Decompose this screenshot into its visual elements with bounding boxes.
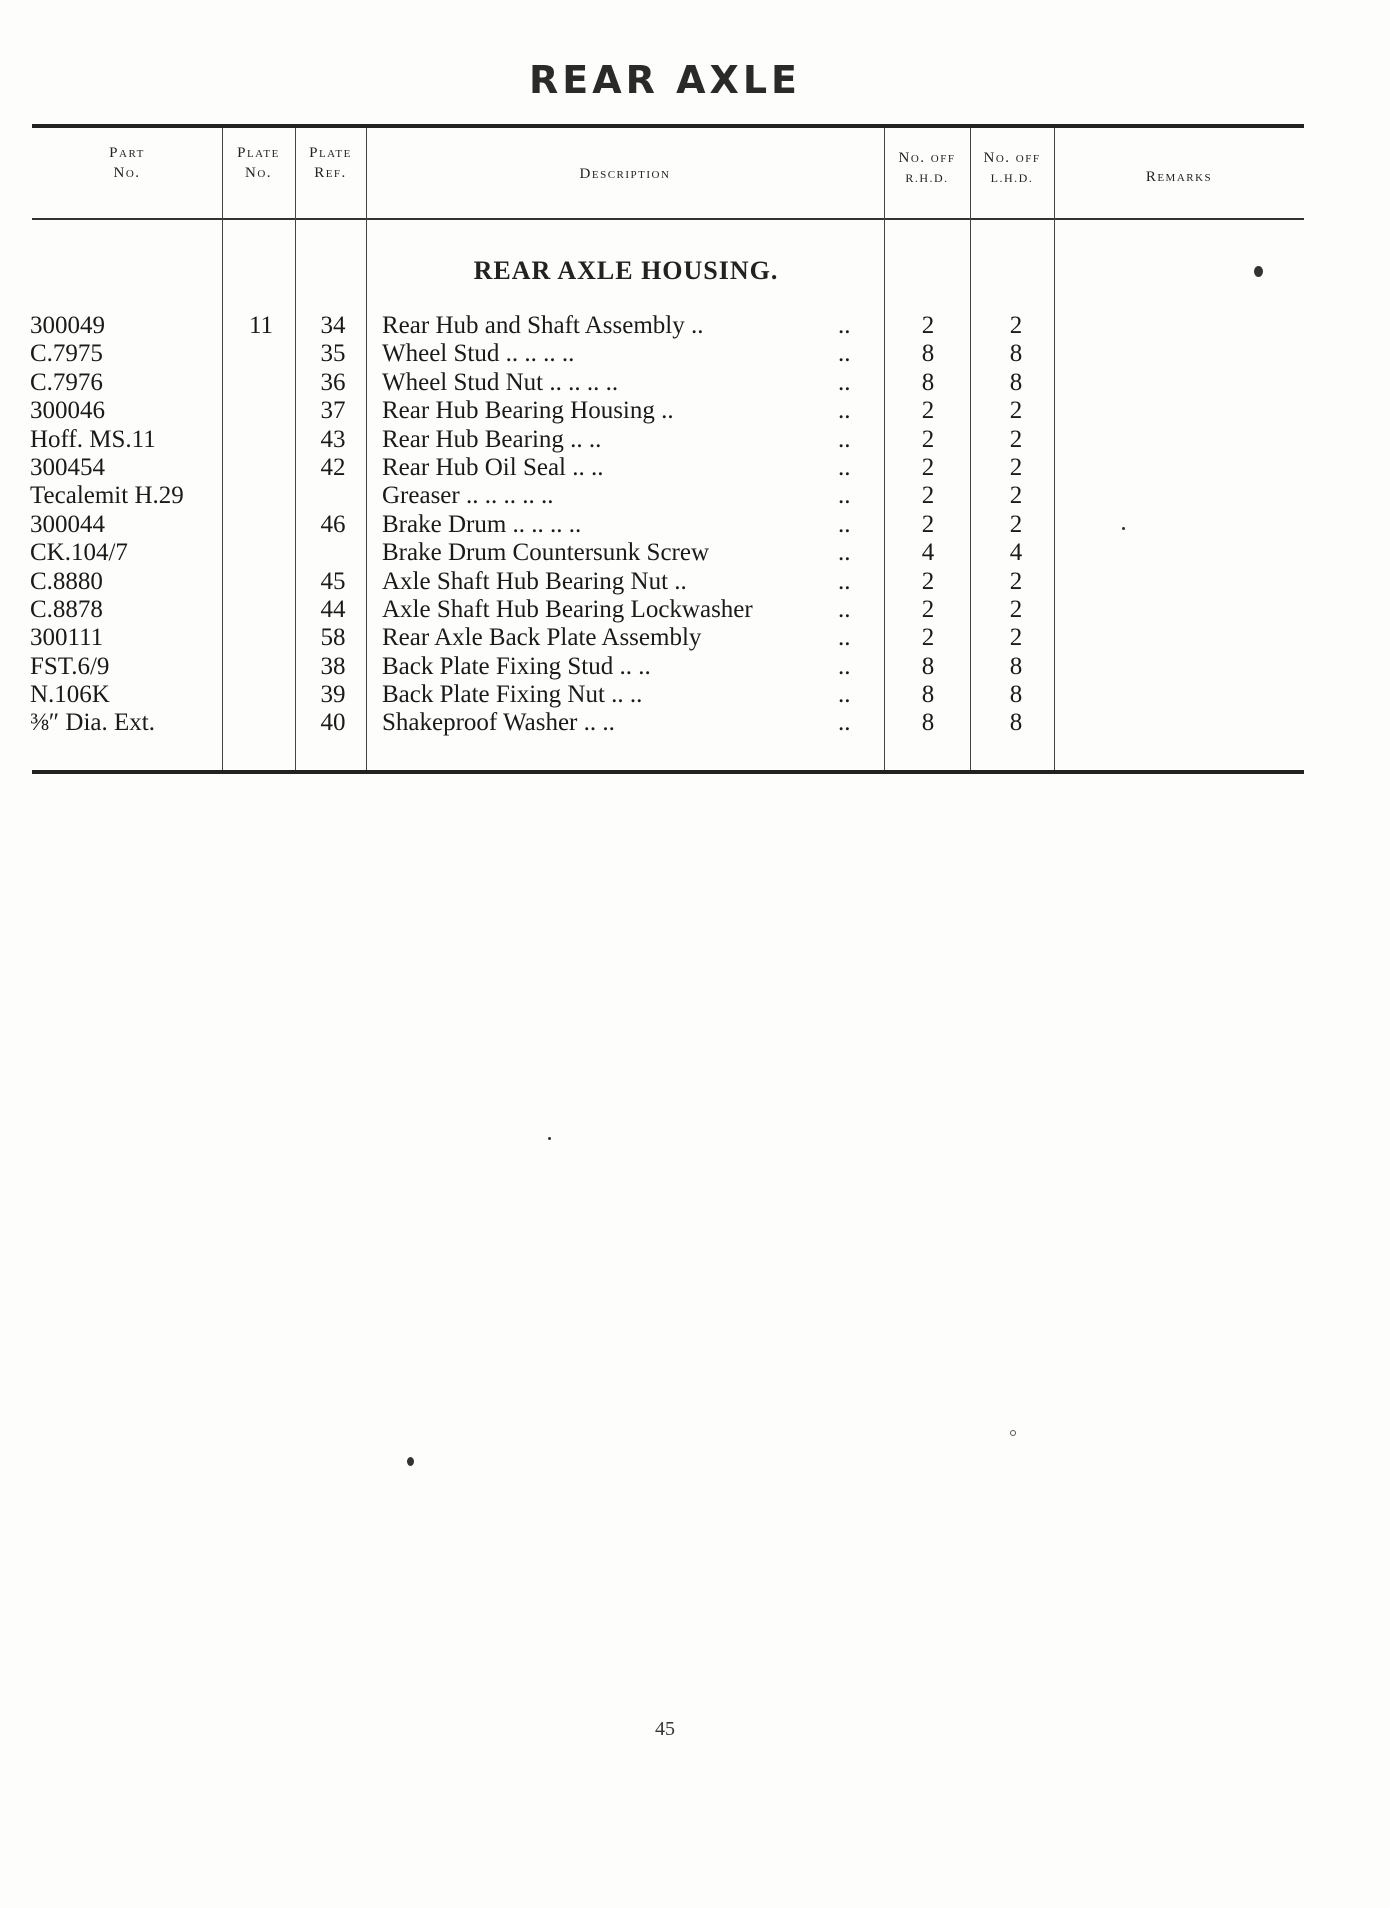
plate-reference: 36 [320,368,346,396]
quantity-rhd: 2 [921,482,935,510]
description: Wheel Stud .. .. .. .. [382,340,575,368]
quantity-lhd: 8 [1009,652,1023,680]
quantity-lhd: 2 [1009,595,1023,623]
quantity-lhd: 2 [1009,567,1023,595]
description: Rear Hub Oil Seal .. .. [382,453,604,481]
description: Axle Shaft Hub Bearing Nut .. [382,567,687,595]
description: Rear Hub Bearing .. .. [382,425,602,453]
plate-reference: 45 [320,567,346,595]
part-number: Hoff. MS.11 [30,425,156,453]
ink-speck [407,1457,414,1466]
plate-reference: 38 [320,652,346,680]
leader-dots: .. [838,567,851,595]
plate-reference: 44 [320,595,346,623]
part-number: ⅜″ Dia. Ext. [30,709,155,737]
part-number: FST.6/9 [30,652,110,680]
quantity-lhd: 2 [1009,482,1023,510]
table-row [0,312,1390,340]
quantity-rhd: 2 [921,567,935,595]
table-row [0,454,1390,482]
part-number: 300046 [30,397,105,425]
part-number: C.8878 [30,595,103,623]
table-row [0,653,1390,681]
table-row [0,511,1390,539]
quantity-lhd: 8 [1009,368,1023,396]
quantity-lhd: 2 [1009,397,1023,425]
quantity-rhd: 2 [921,425,935,453]
quantity-lhd: 2 [1009,624,1023,652]
quantity-lhd: 4 [1009,539,1023,567]
quantity-rhd: 2 [921,624,935,652]
leader-dots: .. [838,425,851,453]
part-number: C.7975 [30,340,103,368]
leader-dots: .. [838,681,851,709]
quantity-lhd: 8 [1009,681,1023,709]
leader-dots: .. [838,340,851,368]
description: Brake Drum Countersunk Screw [382,539,710,567]
ink-speck [1254,266,1263,277]
part-number: N.106K [30,681,110,709]
header-plate-no: Plate No. [237,145,280,181]
quantity-lhd: 2 [1009,453,1023,481]
page-title: REAR AXLE [529,58,801,102]
parts-table-body [0,312,1390,738]
part-number: C.7976 [30,368,103,396]
table-row [0,709,1390,737]
plate-reference: 58 [320,624,346,652]
plate-reference: 40 [320,709,346,737]
quantity-rhd: 8 [921,652,935,680]
table-row [0,624,1390,652]
leader-dots: .. [838,652,851,680]
plate-reference: 39 [320,681,346,709]
page-number: 45 [655,1718,675,1740]
quantity-rhd: 2 [921,453,935,481]
plate-reference: 35 [320,340,346,368]
description: Axle Shaft Hub Bearing Lockwasher [382,595,753,623]
description: Back Plate Fixing Stud .. .. [382,652,651,680]
quantity-rhd: 8 [921,340,935,368]
table-row [0,369,1390,397]
leader-dots: .. [838,709,851,737]
leader-dots: .. [838,482,851,510]
part-number: 300454 [30,453,105,481]
leader-dots: .. [838,397,851,425]
description: Rear Hub and Shaft Assembly .. [382,312,704,339]
quantity-lhd: 8 [1009,340,1023,368]
quantity-rhd: 2 [921,397,935,425]
quantity-rhd: 4 [921,539,935,567]
table-row [0,397,1390,425]
ink-speck [1010,1430,1016,1436]
leader-dots: .. [838,510,851,538]
quantity-rhd: 8 [921,709,935,737]
leader-dots: .. [838,595,851,623]
plate-reference: 42 [320,453,346,481]
header-part-no: Part No. [109,145,145,181]
header-no-off-lhd: No. off L.H.D. [983,150,1041,185]
leader-dots: .. [838,453,851,481]
table-row [0,596,1390,624]
table-row [0,482,1390,510]
quantity-lhd: 8 [1009,709,1023,737]
leader-dots: .. [838,539,851,567]
table-row [0,426,1390,454]
quantity-rhd: 2 [921,595,935,623]
description: Greaser .. .. .. .. .. [382,482,554,510]
quantity-rhd: 2 [921,312,935,339]
plate-reference: 34 [320,312,346,339]
description: Back Plate Fixing Nut .. .. [382,681,643,709]
header-description: Description [579,166,671,182]
header-plate-ref: Plate Ref. [309,145,352,181]
description: Rear Axle Back Plate Assembly [382,624,702,652]
quantity-lhd: 2 [1009,510,1023,538]
section-title: REAR AXLE HOUSING. [473,256,779,285]
part-number: 300111 [30,624,104,652]
quantity-rhd: 2 [921,510,935,538]
table-row [0,681,1390,709]
table-row [0,340,1390,368]
table-bottom-rule [32,770,1304,774]
plate-reference: 43 [320,425,346,453]
quantity-rhd: 8 [921,368,935,396]
quantity-lhd: 2 [1009,425,1023,453]
ink-speck [1122,527,1125,530]
leader-dots: .. [838,624,851,652]
description: Shakeproof Washer .. .. [382,709,615,737]
plate-number: 11 [248,312,274,339]
leader-dots: .. [838,368,851,396]
plate-reference: 46 [320,510,346,538]
table-row [0,539,1390,567]
plate-reference: 37 [320,397,346,425]
leader-dots: .. [838,312,851,339]
part-number: Tecalemit H.29 [30,482,184,510]
quantity-rhd: 8 [921,681,935,709]
part-number: 300049 [30,312,105,339]
header-no-off-rhd: No. off R.H.D. [898,150,956,185]
ink-speck [548,1137,551,1140]
description: Wheel Stud Nut .. .. .. .. [382,368,619,396]
quantity-lhd: 2 [1009,312,1023,339]
part-number: 300044 [30,510,105,538]
table-row [0,568,1390,596]
part-number: C.8880 [30,567,103,595]
part-number: CK.104/7 [30,539,128,567]
header-remarks: Remarks [1145,169,1213,185]
description: Rear Hub Bearing Housing .. [382,397,674,425]
description: Brake Drum .. .. .. .. [382,510,582,538]
